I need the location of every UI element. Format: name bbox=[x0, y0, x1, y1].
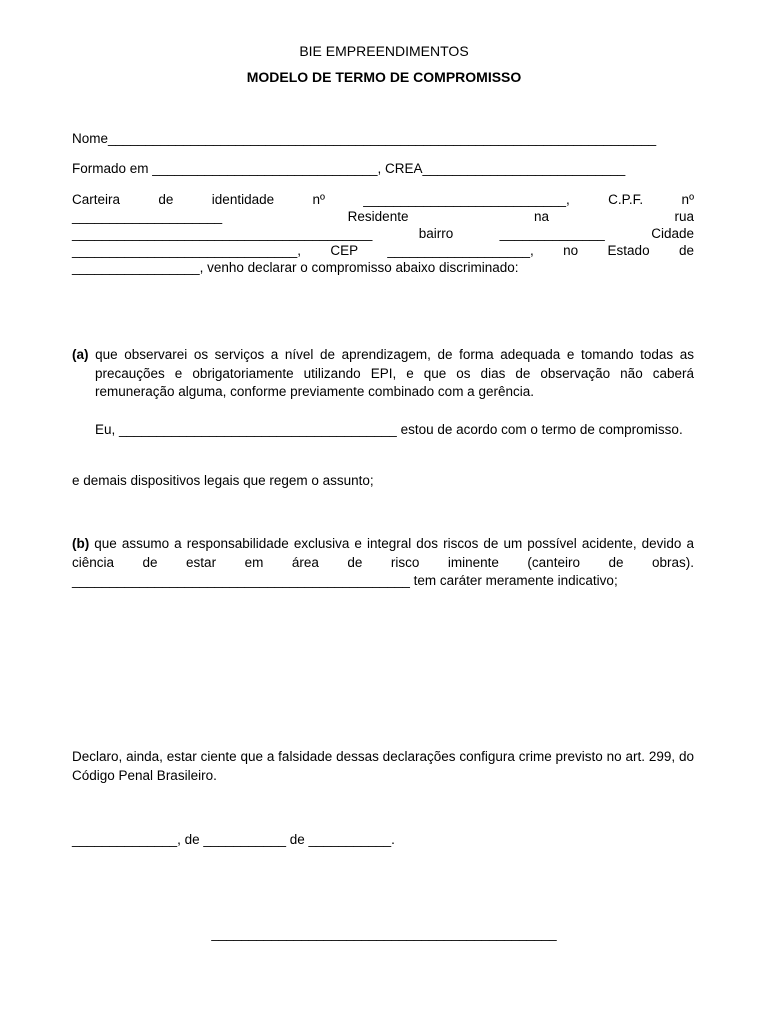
identity-line[interactable]: ____________________ Residente na rua bbox=[72, 209, 694, 224]
clause-a-paragraph bbox=[72, 346, 694, 402]
clause-a-text: que observarei os serviços a nível de aprendizagem, de forma adequada e tomando todas as precauções e obrigatoriamente utilizando EPI, e que os dias de observação não caberá remuneração alguma, conforme previamente combinado com a gerência. bbox=[88, 347, 694, 399]
nome-field[interactable]: Nome_________________________________________________________________________ bbox=[72, 131, 657, 146]
declaration-paragraph: Declaro, ainda, estar ciente que a falsidade dessas declarações configura crime previsto no art. 299, do Código Penal Brasileiro. bbox=[72, 749, 694, 783]
identity-block bbox=[72, 191, 694, 276]
company-name: BIE EMPREENDIMENTOS bbox=[299, 43, 469, 59]
identity-line[interactable]: ______________________________, CEP ___________________, no Estado de bbox=[72, 243, 694, 258]
legal-provisions-text: e demais dispositivos legais que regem o assunto; bbox=[72, 473, 374, 488]
clause-b-marker: (b) bbox=[72, 536, 90, 551]
clause-b-text: que assumo a responsabilidade exclusiva e integral dos riscos de um possível acidente, devido a ciência de estar em área de risco iminente (canteiro de obras). _____________________________________________ tem caráter meramente indicativo; bbox=[72, 536, 694, 588]
agreement-statement[interactable]: Eu, _____________________________________ estou de acordo com o termo de compromisso. bbox=[95, 422, 683, 437]
clause-b-paragraph bbox=[72, 535, 694, 591]
formado-crea-field[interactable]: Formado em ______________________________, CREA___________________________ bbox=[72, 161, 626, 176]
identity-line[interactable]: ________________________________________ bairro ______________ Cidade bbox=[72, 226, 694, 241]
document-title: MODELO DE TERMO DE COMPROMISSO bbox=[246, 69, 522, 85]
clause-a-marker: (a) bbox=[72, 347, 89, 362]
date-line[interactable]: ______________, de ___________ de ___________. bbox=[72, 832, 395, 847]
identity-line[interactable]: Carteira de identidade nº ___________________________, C.P.F. nº bbox=[72, 192, 694, 207]
signature-line[interactable]: ______________________________________________ bbox=[211, 926, 557, 941]
identity-line[interactable]: _________________, venho declarar o compromisso abaixo discriminado: bbox=[72, 260, 519, 275]
